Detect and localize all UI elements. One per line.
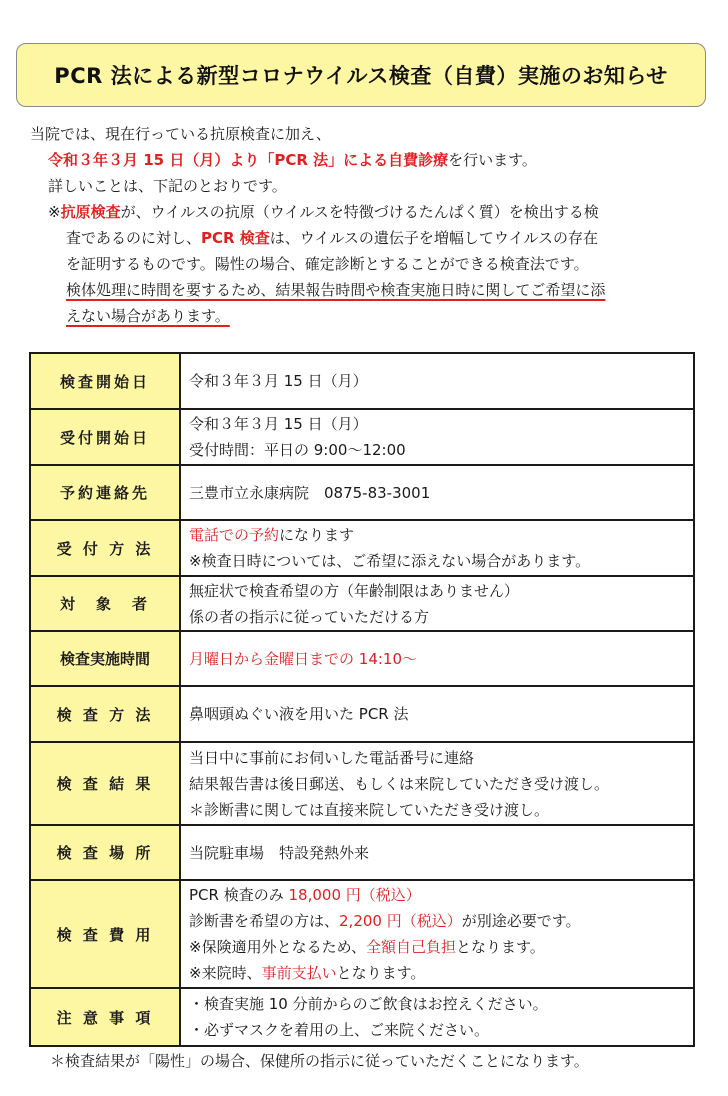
note-line-3: を証明するものです。陽性の場合、確定診断とすることができる検査法です。 — [66, 255, 589, 273]
intro-section — [30, 121, 700, 329]
intro-line-3: 詳しいことは、下記のとおりです。 — [48, 177, 287, 195]
note-line-5: えない場合があります。 — [66, 307, 230, 325]
table-row — [30, 686, 694, 742]
row-value-cost: PCR 検査のみ 18,000 円（税込） 診断書を希望の方は、2,200 円（税込）が別途必要です。 ※保険適用外となるため、全額自己負担となります。 ※来院時、事前支払いとなります。 — [180, 880, 694, 988]
note-block — [30, 199, 700, 329]
row-label-test-method: 検 査 方 法 — [30, 686, 180, 742]
row-label-reception: 受付開始日 — [30, 409, 180, 465]
row-value-place: 当院駐車場 特設発熱外来 — [180, 825, 694, 880]
intro-line-2: 令和３年３月 15 日（月）より「PCR 法」による自費診療を行います。 — [48, 151, 537, 169]
table-row — [30, 988, 694, 1046]
table-row — [30, 520, 694, 576]
table-row — [30, 353, 694, 409]
row-value-caution: ・検査実施 10 分前からのご飲食はお控えください。 ・必ずマスクを着用の上、ご来院ください。 — [180, 988, 694, 1046]
row-label-caution: 注 意 事 項 — [30, 988, 180, 1046]
table-row — [30, 880, 694, 988]
table-row — [30, 465, 694, 520]
table-row — [30, 742, 694, 825]
footer-note: ＊検査結果が「陽性」の場合、保健所の指示に従っていただくことになります。 — [50, 1052, 589, 1070]
table-row — [30, 631, 694, 686]
intro-line-1: 当院では、現在行っている抗原検査に加え、 — [30, 125, 331, 143]
page-title: PCR 法による新型コロナウイルス検査（自費）実施のお知らせ — [16, 43, 706, 107]
row-label-cost: 検 査 費 用 — [30, 880, 180, 988]
row-value-hours: 月曜日から金曜日までの 14:10〜 — [180, 631, 694, 686]
row-value-target: 無症状で検査希望の方（年齢制限はありません） 係の者の指示に従っていただける方 — [180, 576, 694, 631]
row-label-place: 検 査 場 所 — [30, 825, 180, 880]
row-value-method: 電話での予約になります ※検査日時については、ご希望に添えない場合があります。 — [180, 520, 694, 576]
row-label-contact: 予約連絡先 — [30, 465, 180, 520]
start-announcement: 令和３年３月 15 日（月）より「PCR 法」による自費診療 — [48, 151, 449, 169]
table-row — [30, 409, 694, 465]
note-line-1: ※抗原検査が、ウイルスの抗原（ウイルスを特徴づけるたんぱく質）を検出する検 — [48, 203, 599, 221]
row-value-test-method: 鼻咽頭ぬぐい液を用いた PCR 法 — [180, 686, 694, 742]
row-value-reception: 令和３年３月 15 日（月） 受付時間：平日の 9:00〜12:00 — [180, 409, 694, 465]
row-label-result: 検 査 結 果 — [30, 742, 180, 825]
info-table — [29, 352, 695, 1047]
pcr-term: PCR 検査 — [201, 229, 270, 247]
table-row — [30, 576, 694, 631]
row-label-method: 受 付 方 法 — [30, 520, 180, 576]
note-line-4: 検体処理に時間を要するため、結果報告時間や検査実施日時に関してご希望に添 — [66, 281, 606, 299]
row-label-target: 対 象 者 — [30, 576, 180, 631]
row-value-contact: 三豊市立永康病院 0875-83-3001 — [180, 465, 694, 520]
table-row — [30, 825, 694, 880]
note-line-2: 査であるのに対し、PCR 検査は、ウイルスの遺伝子を増幅してウイルスの存在 — [66, 229, 598, 247]
row-value-result: 当日中に事前にお伺いした電話番号に連絡 結果報告書は後日郵送、もしくは来院していただき受け渡し。 ＊診断書に関しては直接来院していただき受け渡し。 — [180, 742, 694, 825]
antigen-term: 抗原検査 — [60, 203, 121, 221]
row-value-start: 令和３年３月 15 日（月） — [180, 353, 694, 409]
row-label-hours: 検査実施時間 — [30, 631, 180, 686]
row-label-start: 検査開始日 — [30, 353, 180, 409]
